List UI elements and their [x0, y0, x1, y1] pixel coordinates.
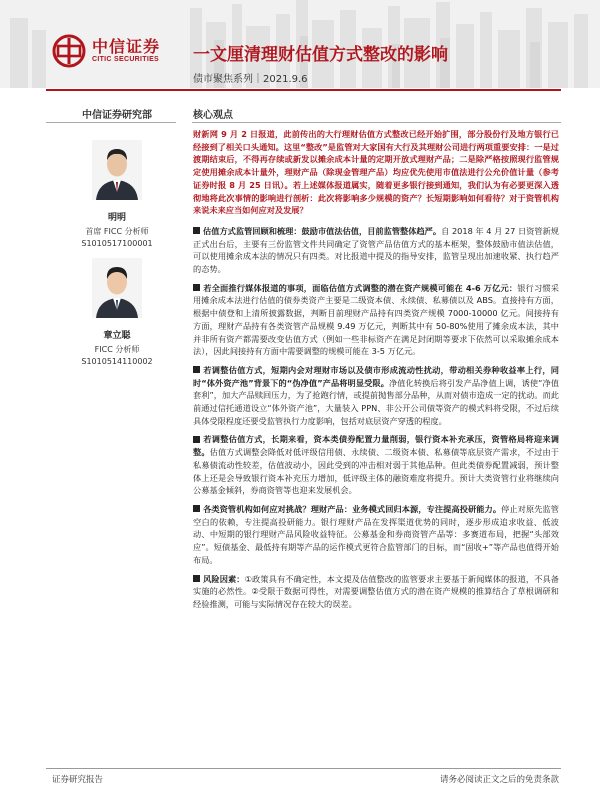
- risk-factors-paragraph: [193, 573, 559, 611]
- core-views-body: [193, 128, 559, 617]
- key-point-text: 银行习惯采用摊余成本法进行估值的债券类资产主要是二级资本债、永续债、私募债以及 ABS。直接持有方面，根据中债登和上清所披露数据，判断目前理财产品持有四类资产规模 7000-10000 亿元。间接持有方面，理财产品持有各类资管产品规模 9.49 万亿元，判断其中有 50-80%使用了摊余成本法，其中并非所有资产都需要改变估值方式（例如一些非标资产在满足封闭期等要求下依然可以采取摊余成本法），因此间接持有方面中需要调整的规模可能在 3-5 万亿元。: [193, 282, 559, 357]
- footer-report-type: 证券研究报告: [52, 775, 104, 785]
- risk-factors-text: ①政策具有不确定性，本文提及估值整改的监管要求主要基于新闻媒体的报道，不具备实施的必然性。②受限于数据可得性，对需要调整估值方式的潜在资产规模的推算结合了草根调研和经验推测，可能与实际情况存在较大的误差。: [193, 573, 559, 609]
- brand-name-en: CITIC SECURITIES: [92, 56, 160, 63]
- risk-factors-heading: 风险因素：: [203, 573, 245, 584]
- report-subtitle: 债市聚焦系列｜2021.9.6: [193, 74, 308, 85]
- analyst-role: 首席 FICC 分析师: [85, 227, 149, 236]
- square-bullet-icon: [193, 505, 200, 512]
- analyst-photo-icon: [92, 258, 142, 318]
- analyst-license-id: S1010514110002: [81, 357, 153, 366]
- key-point-paragraph: [193, 364, 559, 428]
- key-point-text: 停止对原先监管空白的依赖，专注提高投研能力。银行理财产品在发挥渠道优势的同时，逐步形成追求收益、低波动、中短期的银行理财产品风险收益特征。公募基金和券商资管产品等：多赛道布局，把握“头部效应”。短债基金、最低持有期等产品的运作模式更符合监管部门的目标，而“固收+”等产品也值得开始布局。: [193, 503, 559, 565]
- analyst-photo-icon: [92, 140, 142, 200]
- citic-logo-icon: [52, 34, 88, 68]
- core-views-heading: 核心观点: [193, 110, 233, 121]
- research-department-heading: 中信证券研究部: [82, 110, 152, 121]
- right-heading-divider: [192, 122, 561, 123]
- report-header: [0, 0, 600, 88]
- key-point-paragraph: [193, 433, 559, 497]
- analyst-name: 章立聪: [103, 331, 131, 341]
- analyst-license-id: S1010517100001: [81, 239, 153, 248]
- brand-name-cn: 中信证券: [92, 37, 161, 56]
- summary-paragraph: 财新网 9 月 2 日报道，此前传出的大行理财估值方式整改已经开始扩围，部分股份行及地方银行已经接到了相关口头通知。这里“整改”是监管对大家国有大行及其理财公司进行两项重要安排：一是过渡期结束后，不得再存续或新发以摊余成本计量的定期开放式理财产品；二是除严格按照现行监管规定使用摊余成本计量外，理财产品（除现金管理产品）均应优先使用市值法进行公允价值计量（参考证券时报 8 月 25 日讯）。若上述媒体报道属实，随着更多银行接到通知，我们认为有必要更深入透彻地将此次事情的影响进行剖析：此次将影响多少规模的资产？长短期影响如何看待？对于资管机构来说未来应当如何应对及发展？: [193, 129, 559, 216]
- header-divider: [46, 89, 561, 91]
- key-point-paragraph: [193, 503, 559, 567]
- analyst-name: 明明: [107, 213, 126, 223]
- analyst-card: [52, 140, 182, 250]
- square-bullet-icon: [193, 575, 200, 582]
- citic-logo: [52, 32, 178, 70]
- footer-disclaimer: 请务必阅读正文之后的免责条款: [439, 775, 559, 785]
- square-bullet-icon: [193, 227, 200, 234]
- left-heading-divider: [46, 122, 176, 123]
- key-point-text: 自 2018 年 4 月 27 日资管新规正式出台后，主要有三份监管文件共同确定了资管产品估值方式的基本框架，整体鼓励市值法估值，可以使用摊余成本法的情况只有四类。对比报道中提及的指导安排，监管呈现出加速收紧、执行趋严的态势。: [193, 225, 559, 275]
- key-point-paragraph: [193, 282, 559, 358]
- analyst-role: FICC 分析师: [94, 345, 140, 354]
- key-point-heading: 若调整估值方式，长期来看，资本类债券配置力量削弱，银行资本补充承压，资管格局将迎来调整。: [193, 434, 559, 458]
- key-point-heading: 估值方式监管回顾和梳理：鼓励市值法估值，目前监管整体趋严。: [203, 225, 442, 236]
- analyst-card: [52, 258, 182, 368]
- square-bullet-icon: [193, 284, 200, 291]
- key-point-heading: 若全面推行媒体报道的事项，面临估值方式调整的潜在资产规模可能在 4-6 万亿元：: [203, 282, 518, 293]
- report-title: 一文厘清理财估值方式整改的影响: [193, 45, 448, 65]
- key-point-heading: 各类资管机构如何应对挑战？理财产品：业务模式回归本源，专注提高投研能力。: [203, 503, 502, 514]
- key-point-heading: 若调整估值方式，短期内会对理财市场以及债市形成流动性扰动，带动相关券种收益率上行，同时“体外资产池”背景下的“伪净值”产品将明显受限。: [193, 364, 559, 388]
- footer-divider: [46, 768, 561, 769]
- key-point-paragraph: [193, 225, 559, 276]
- square-bullet-icon: [193, 436, 200, 443]
- key-point-text: 估值方式调整会降低对低评级信用债、永续债、二级资本债、私募债等底层资产需求，不过由于私募债流动性较差，估值波动小，因此受到的冲击相对弱于其他品种。但此类债券配置减弱，预计整体上还是会导致银行资本补充压力增加，低评级主体的融资难度将提升。预计大类资管行业将继续向公募基金倾斜，券商资管等也迎来发展机会。: [193, 447, 559, 496]
- key-point-text: 净值化转换后将引发产品净值上调，诱使“净值套利”，加大产品赎回压力，为了抢跑行情，或提前抛售部分品种，从而对债市造成一定的扰动。而此前通过信托通道设立“体外资产池”，大量装入 PPN、非公开公司债等资产的模式料将受限，不过后续具体受限程度还要受监管执行力度影响，包括对底层资产穿透的程度。: [193, 377, 559, 426]
- square-bullet-icon: [193, 366, 200, 373]
